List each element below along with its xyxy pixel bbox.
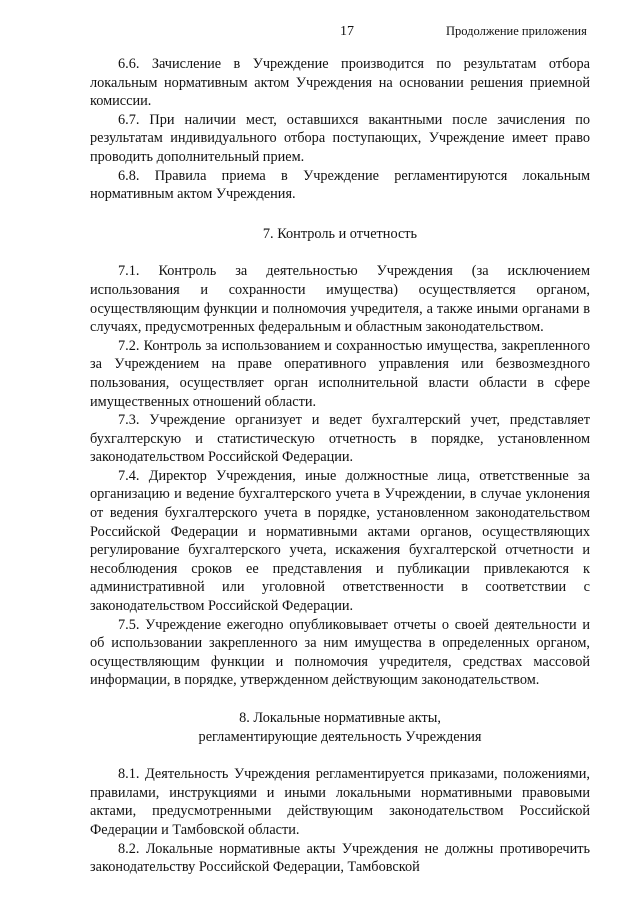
paragraph-7-3: 7.3. Учреждение организует и ведет бухгалтерский учет, представляет бухгалтерскую и статистическую отчетность в порядке, установленном законодательством Российской Федерации. <box>90 412 590 466</box>
paragraph-6-6: 6.6. Зачисление в Учреждение производится по результатам отбора локальным нормативным актом Учреждения на основании решения приемной комиссии. <box>90 56 590 110</box>
section-8-heading-line-2: регламентирующие деятельность Учреждения <box>198 728 482 745</box>
paragraph-7-2: 7.2. Контроль за использованием и сохранностью имущества, закрепленного за Учреждением на праве оперативного управления или безвозмездного пользования, осуществляет орган исполнительной власти области в сфере имущественных отношений области. <box>90 337 590 410</box>
paragraph-7-5: 7.5. Учреждение ежегодно опубликовывает отчеты о своей деятельности и об использовании закрепленного за ним имущества в определенных органом, осуществляющим функции и полномочия учредителя, средствах массовой информации, в порядке, утвержденном действующим законодательством. <box>90 616 590 689</box>
section-8-heading <box>90 709 590 746</box>
page-number: 17 <box>340 24 354 39</box>
paragraph-8-2: 8.2. Локальные нормативные акты Учреждения не должны противоречить законодательству Российской Федерации, Тамбовской <box>90 840 590 876</box>
document-body <box>90 53 590 877</box>
section-8-heading-line-1: 8. Локальные нормативные акты, <box>239 710 441 726</box>
paragraph-7-4: 7.4. Директор Учреждения, иные должностные лица, ответственные за организацию и ведение бухгалтерского учета в Учреждении, в случае уклонения от ведения бухгалтерского учета в порядке, установленном законодательством Российской Федерации и нормативными актами органов, осуществляющих регулирование бухгалтерского учета, искажения бухгалтерской отчетности и несоблюдения сроков ее представления и публикации привлекаются к административной или уголовной ответственности в соответствии с законодательством Российской Федерации. <box>90 467 590 615</box>
paragraph-6-8: 6.8. Правила приема в Учреждение регламентируются локальным нормативным актом Учреждения. <box>90 167 590 203</box>
continuation-note: Продолжение приложения <box>446 24 587 38</box>
paragraph-6-7: 6.7. При наличии мест, оставшихся вакантными после зачисления по результатам индивидуального отбора поступающих, Учреждение имеет право проводить дополнительный прием. <box>90 111 590 165</box>
paragraph-8-1: 8.1. Деятельность Учреждения регламентируется приказами, положениями, правилами, инструкциями и иными локальными нормативными правовыми актами, предусмотренными действующим законодательством Российской Федерации и Тамбовской области. <box>90 766 590 838</box>
paragraph-7-1: 7.1. Контроль за деятельностью Учреждения (за исключением использования и сохранности имущества) осуществляется органом, осуществляющим функции и полномочия учредителя, а также иными органами в случаях, предусмотренных федеральным и областным законодательством. <box>90 263 590 336</box>
section-7-heading: 7. Контроль и отчетность <box>262 225 418 242</box>
